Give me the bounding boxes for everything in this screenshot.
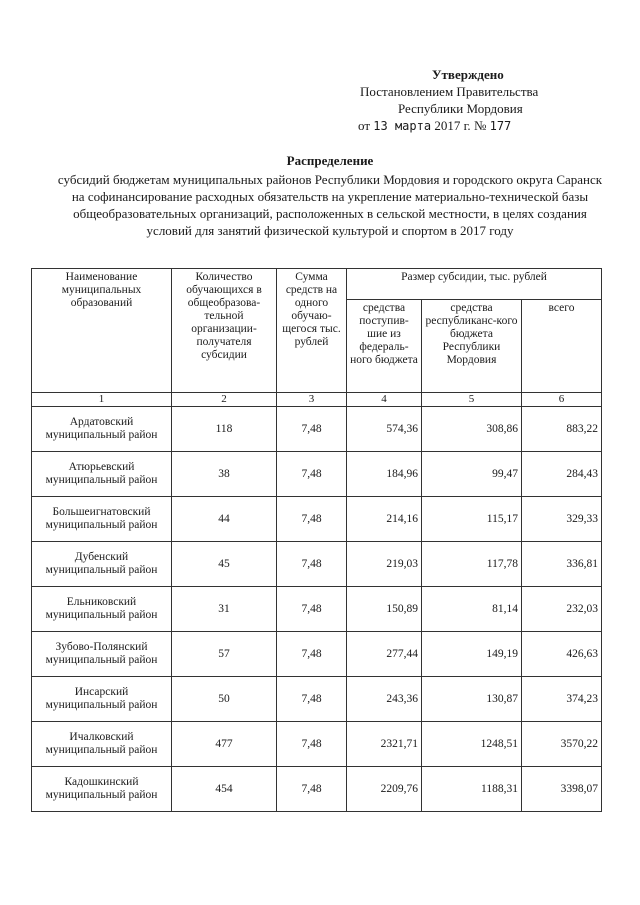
district-name: Кадошкинский муниципальный район [32,767,172,812]
sum-per-student: 7,48 [277,497,347,542]
district-name: Дубенский муниципальный район [32,542,172,587]
district-name: Большеигнатовский муниципальный район [32,497,172,542]
total-amount: 329,33 [522,497,602,542]
republic-amount: 117,78 [422,542,522,587]
republic-amount: 99,47 [422,452,522,497]
total-amount: 883,22 [522,407,602,452]
approval-block [340,66,580,135]
document-subtitle: субсидий бюджетам муниципальных районов Республики Мордовия и городского округа Саранск на софинансирование расходных обязательств на укрепление материально-технической базы общеобразовательных организаций, расположенных в сельской местности, в целях создания условий для занятий физической культурой и спортом в 2017 году [57,172,603,238]
header-subsidy: Размер субсидии, тыс. рублей [347,269,602,300]
document-title: Распределение [286,153,374,168]
republic-amount: 308,86 [422,407,522,452]
republic-amount: 81,14 [422,587,522,632]
table-row [32,767,602,812]
table-row [32,632,602,677]
federal-amount: 150,89 [347,587,422,632]
sum-per-student: 7,48 [277,452,347,497]
column-number: 5 [422,393,522,407]
document-heading [50,152,610,239]
decree-date: 13 марта [373,119,432,133]
table-row [32,407,602,452]
table-row [32,497,602,542]
column-number: 1 [32,393,172,407]
district-name: Ельниковский муниципальный район [32,587,172,632]
sum-per-student: 7,48 [277,587,347,632]
republic-label: Республики Мордовия [398,101,523,116]
sum-per-student: 7,48 [277,677,347,722]
federal-amount: 277,44 [347,632,422,677]
federal-amount: 2209,76 [347,767,422,812]
district-name: Ичалковский муниципальный район [32,722,172,767]
republic-amount: 115,17 [422,497,522,542]
header-federal: средства поступив-шие из федераль-ного бюджета [347,300,422,393]
total-amount: 336,81 [522,542,602,587]
header-sum-per-student: Сумма средств на одного обучаю-щегося тыс. рублей [277,269,347,393]
federal-amount: 219,03 [347,542,422,587]
total-amount: 426,63 [522,632,602,677]
decree-year: 2017 г. [434,118,471,133]
decree-label: Постановлением Правительства [360,84,539,99]
column-number: 3 [277,393,347,407]
students-count: 31 [172,587,277,632]
header-name: Наименование муниципальных образований [32,269,172,393]
federal-amount: 214,16 [347,497,422,542]
students-count: 38 [172,452,277,497]
total-amount: 374,23 [522,677,602,722]
sum-per-student: 7,48 [277,767,347,812]
students-count: 454 [172,767,277,812]
students-count: 50 [172,677,277,722]
students-count: 118 [172,407,277,452]
table-row [32,452,602,497]
district-name: Инсарский муниципальный район [32,677,172,722]
table-row [32,677,602,722]
district-name: Ардатовский муниципальный район [32,407,172,452]
subsidy-table [31,268,602,812]
header-total: всего [522,300,602,393]
republic-amount: 1248,51 [422,722,522,767]
sum-per-student: 7,48 [277,542,347,587]
sum-per-student: 7,48 [277,722,347,767]
total-amount: 284,43 [522,452,602,497]
number-label: № [473,118,487,133]
sum-per-student: 7,48 [277,407,347,452]
students-count: 57 [172,632,277,677]
republic-amount: 1188,31 [422,767,522,812]
column-numbers-row [32,393,602,407]
table-row [32,587,602,632]
date-prefix: от [358,118,371,133]
total-amount: 232,03 [522,587,602,632]
table-row [32,722,602,767]
decree-date-line [358,117,580,135]
table-row [32,542,602,587]
total-amount: 3398,07 [522,767,602,812]
federal-amount: 2321,71 [347,722,422,767]
decree-number: 177 [489,119,512,133]
approved-label: Утверждено [432,67,504,82]
students-count: 477 [172,722,277,767]
federal-amount: 574,36 [347,407,422,452]
federal-amount: 243,36 [347,677,422,722]
students-count: 44 [172,497,277,542]
district-name: Атюрьевский муниципальный район [32,452,172,497]
column-number: 4 [347,393,422,407]
header-republic: средства республиканс-кого бюджета Республики Мордовия [422,300,522,393]
sum-per-student: 7,48 [277,632,347,677]
total-amount: 3570,22 [522,722,602,767]
district-name: Зубово-Полянский муниципальный район [32,632,172,677]
header-students: Количество обучающихся в общеобразова-тельной организации-получателя субсидии [172,269,277,393]
federal-amount: 184,96 [347,452,422,497]
column-number: 6 [522,393,602,407]
students-count: 45 [172,542,277,587]
column-number: 2 [172,393,277,407]
republic-amount: 130,87 [422,677,522,722]
republic-amount: 149,19 [422,632,522,677]
